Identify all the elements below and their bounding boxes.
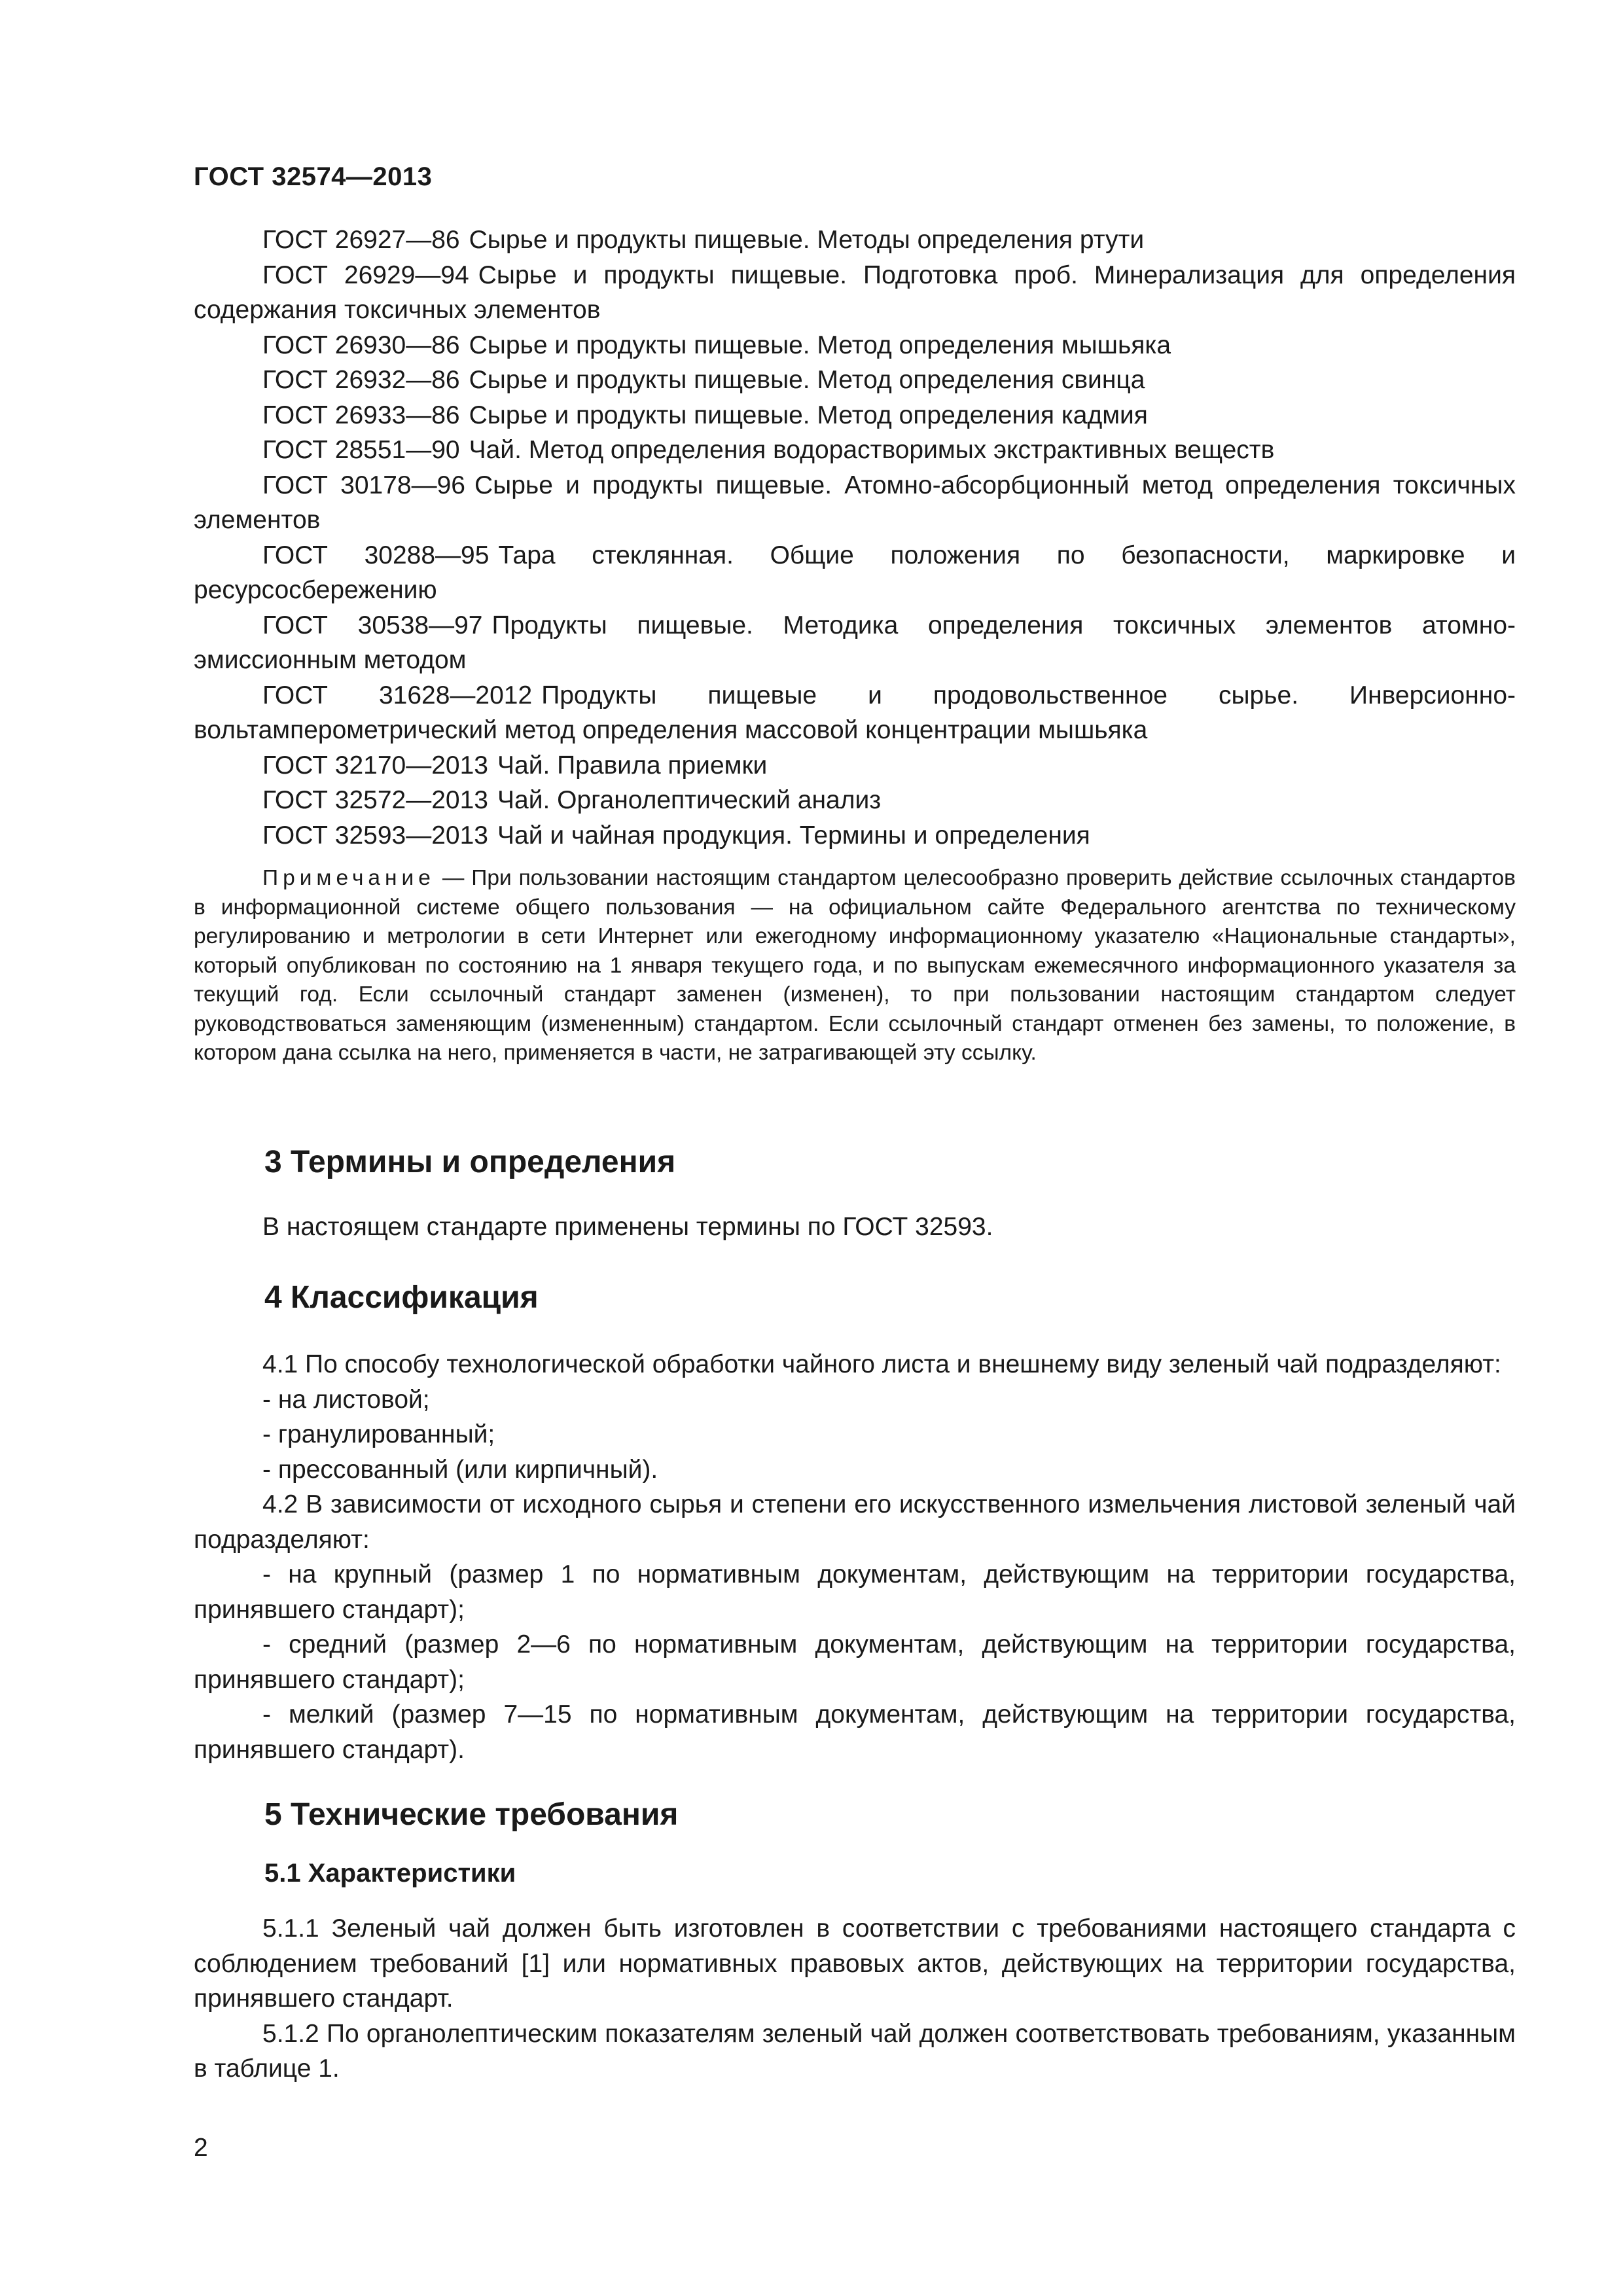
section-3-title: 3 Термины и определения [264,1145,676,1179]
reference-code: ГОСТ 26929—94 [262,260,469,289]
reference-code: ГОСТ 32593—2013 [262,821,489,850]
reference-title: Сырье и продукты пищевые. Методы определения ртути [469,226,1145,254]
reference-title: Сырье и продукты пищевые. Подготовка проб. Минерализация для определения содержания токсичных элементов [194,260,1516,324]
reference-code: ГОСТ 26930—86 [262,331,460,359]
reference-item [194,748,1516,783]
reference-title: Продукты пищевые и продовольственное сырье. Инверсионно-вольтамперометрический метод определения массовой концентрации мышьяка [194,681,1516,744]
subsection-5-1-title: 5.1 Характеристики [264,1859,516,1888]
reference-code: ГОСТ 30288—95 [262,541,490,569]
paragraph-5-1-2: 5.1.2 По органолептическим показателям зеленый чай должен соответствовать требованиям, указанным в таблице 1. [194,2019,1516,2083]
reference-item [194,538,1516,608]
reference-item [194,363,1516,398]
reference-code: ГОСТ 30178—96 [262,471,465,499]
section-3-text: В настоящем стандарте применены термины по ГОСТ 32593. [262,1213,993,1241]
reference-item [194,608,1516,678]
reference-title: Чай. Органолептический анализ [497,786,882,814]
section-4-body [194,1347,1516,1767]
reference-item [194,818,1516,853]
reference-item [194,433,1516,468]
reference-title: Сырье и продукты пищевые. Атомно-абсорбционный метод определения токсичных элементов [194,471,1516,534]
reference-item [194,783,1516,818]
reference-item [194,258,1516,328]
document-header-code: ГОСТ 32574—2013 [194,162,433,191]
reference-title: Чай. Метод определения водорастворимых экстрактивных веществ [469,436,1275,464]
reference-item [194,223,1516,258]
note-text: — При пользовании настоящим стандартом целесообразно проверить действие ссылочных стандартов в информационной системе общего пользования — на официальном сайте Федерального агентства по техническому регулированию и метрологии в сети Интернет или ежегодному информационному указателю «Национальные стандарты», который опубликован по состоянию на 1 января текущего года, и по выпускам ежемесячного информационного указателя за текущий год. Если ссылочный стандарт заменен (изменен), то при пользовании настоящим стандартом следует руководствоваться заменяющим (измененным) стандартом. Если ссылочный стандарт отменен без замены, то положение, в котором дана ссылка на него, применяется в части, не затрагивающей эту ссылку. [194,866,1516,1065]
paragraph-5-1-1: 5.1.1 Зеленый чай должен быть изготовлен в соответствии с требованиями настоящего стандарта с соблюдением требований [1] или нормативных правовых актов, действующих на территории государства, принявшего стандарт. [194,1914,1516,2013]
section-4-title: 4 Классификация [264,1280,539,1315]
reference-item [194,328,1516,363]
note-label: Примечание [262,866,435,890]
list-item: - средний (размер 2—6 по нормативным документам, действующим на территории государства, принявшего стандарт); [194,1630,1516,1694]
reference-code: ГОСТ 26927—86 [262,226,460,254]
reference-title: Чай и чайная продукция. Термины и определения [497,821,1090,850]
paragraph-4-1: 4.1 По способу технологической обработки чайного листа и внешнему виду зеленый чай подразделяют: [262,1350,1501,1378]
reference-title: Сырье и продукты пищевые. Метод определения свинца [469,366,1145,394]
reference-title: Сырье и продукты пищевые. Метод определения мышьяка [469,331,1171,359]
reference-title: Сырье и продукты пищевые. Метод определения кадмия [469,401,1148,429]
list-item: - гранулированный; [262,1420,495,1448]
list-item: - на листовой; [262,1385,430,1414]
list-item: - мелкий (размер 7—15 по нормативным документам, действующим на территории государства, принявшего стандарт). [194,1700,1516,1764]
reference-code: ГОСТ 28551—90 [262,436,460,464]
normative-references-list [194,223,1516,853]
reference-code: ГОСТ 26932—86 [262,366,460,394]
document-page [194,0,1516,2296]
reference-item [194,678,1516,748]
reference-code: ГОСТ 26933—86 [262,401,460,429]
reference-code: ГОСТ 32572—2013 [262,786,489,814]
section-3-body [194,1210,1516,1245]
section-5-title: 5 Технические требования [264,1797,679,1832]
note-paragraph [194,864,1516,1068]
list-item: - на крупный (размер 1 по нормативным документам, действующим на территории государства, принявшего стандарт); [194,1560,1516,1624]
paragraph-4-2: 4.2 В зависимости от исходного сырья и степени его искусственного измельчения листовой зеленый чай подразделяют: [194,1490,1516,1554]
reference-code: ГОСТ 30538—97 [262,611,483,639]
reference-code: ГОСТ 32170—2013 [262,751,489,780]
list-item: - прессованный (или кирпичный). [262,1455,658,1484]
reference-title: Тара стеклянная. Общие положения по безопасности, маркировке и ресурсосбережению [194,541,1516,604]
reference-item [194,468,1516,538]
reference-title: Продукты пищевые. Методика определения токсичных элементов атомно-эмиссионным методом [194,611,1516,674]
reference-title: Чай. Правила приемки [497,751,768,780]
section-5-body [194,1911,1516,2087]
page-number: 2 [194,2134,208,2162]
reference-item [194,398,1516,433]
reference-code: ГОСТ 31628—2012 [262,681,533,709]
